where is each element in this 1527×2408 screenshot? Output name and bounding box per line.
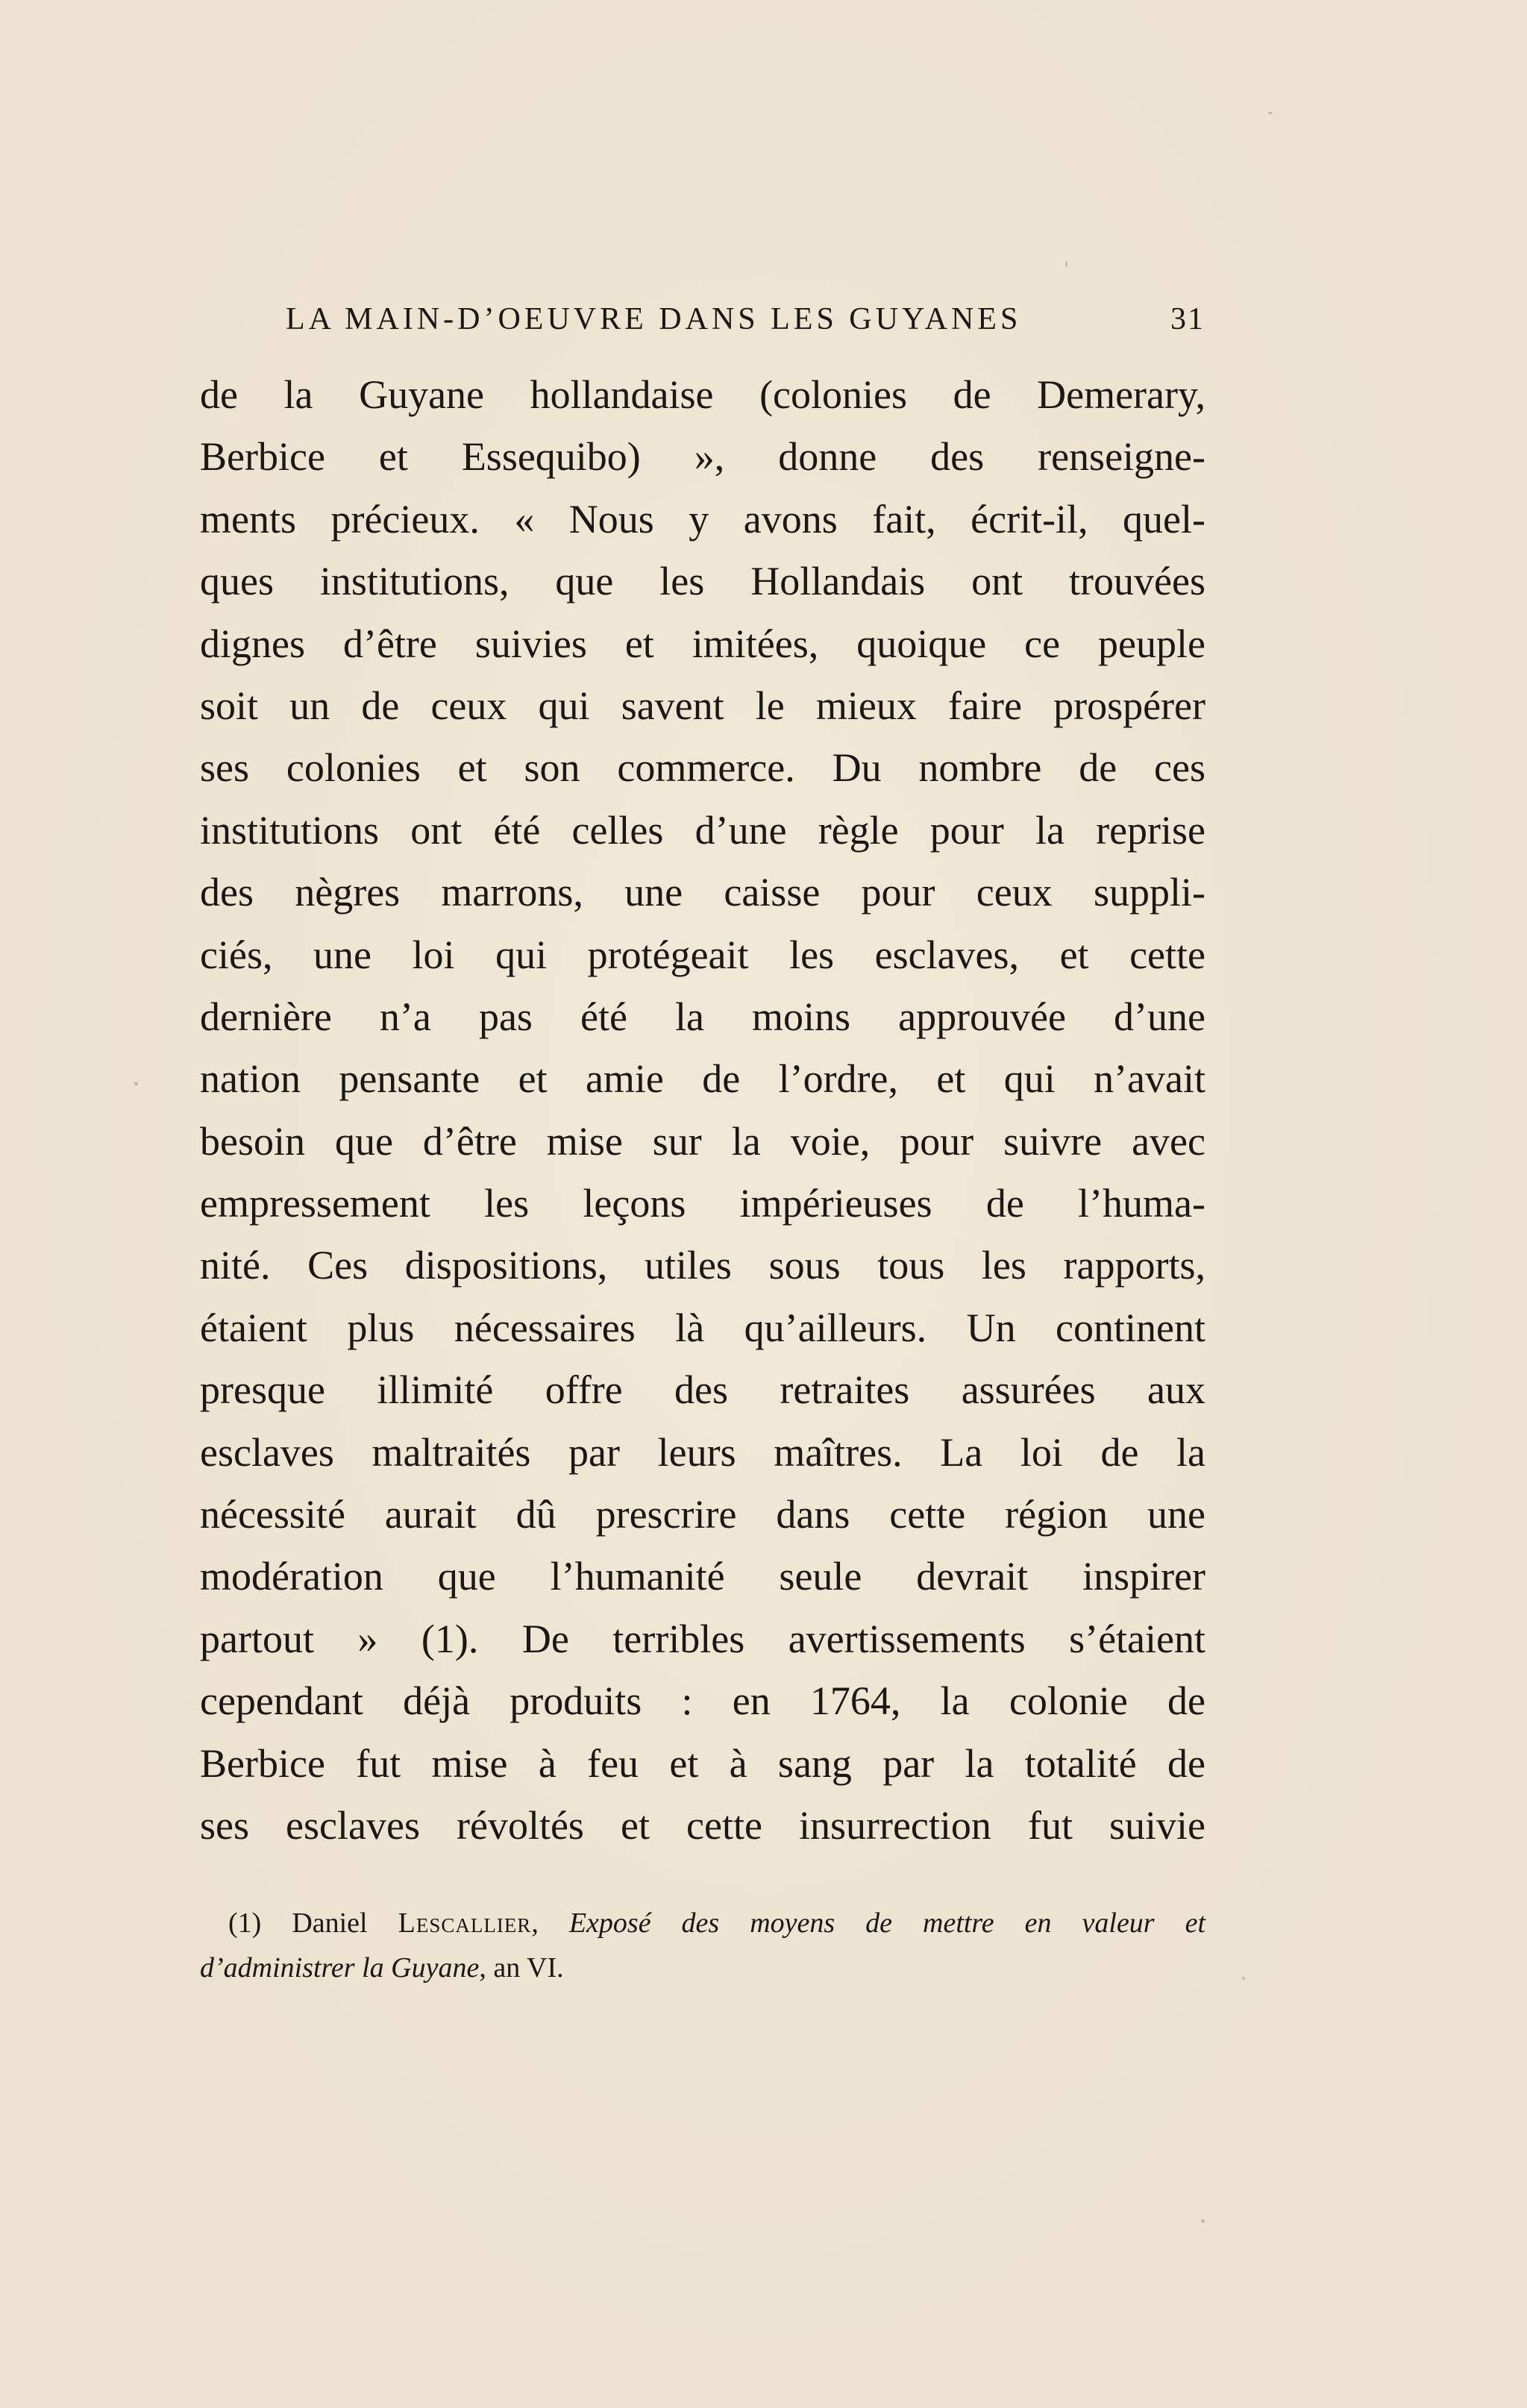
footnote-line	[200, 1945, 1205, 1990]
text-line: étaient plus nécessaires là qu’ailleurs. Un continent	[200, 1305, 1205, 1350]
paper-speck	[1065, 261, 1067, 267]
running-header	[286, 297, 1205, 342]
text-line: partout » (1). De terribles avertissements s’étaient	[200, 1616, 1205, 1661]
footnote-first-name: Daniel	[292, 1907, 368, 1939]
text-line: nation pensante et amie de l’ordre, et qui n’avait	[200, 1056, 1205, 1102]
footnote-marker: (1)	[228, 1907, 262, 1939]
text-line: ciés, une loi qui protégeait les esclaves, et cette	[200, 932, 1205, 977]
text-line: nité. Ces dispositions, utiles sous tous les rapports,	[200, 1243, 1205, 1288]
running-title: LA MAIN-D’OEUVRE DANS LES GUYANES	[286, 302, 1022, 336]
paper-speck	[1242, 1977, 1245, 1980]
paper-speck	[134, 1082, 138, 1085]
text-line: institutions ont été celles d’une règle pour la reprise	[200, 807, 1205, 853]
footnote-title-part2: d’administrer la Guyane	[200, 1952, 480, 1984]
text-line: modération que l’humanité seule devrait inspirer	[200, 1554, 1205, 1599]
paper-speck	[1201, 2219, 1205, 2223]
text-line: cependant déjà produits : en 1764, la colonie de	[200, 1678, 1205, 1724]
footnote-date: , an VI.	[479, 1952, 564, 1984]
text-line: soit un de ceux qui savent le mieux faire prospérer	[200, 683, 1205, 728]
text-line: esclaves maltraités par leurs maîtres. La loi de la	[200, 1429, 1205, 1475]
text-line: empressement les leçons impérieuses de l’huma-	[200, 1181, 1205, 1226]
footnote	[200, 1901, 1205, 1990]
footnote-title-part1: Exposé des moyens de mettre en valeur et	[568, 1907, 1206, 1939]
text-line: ques institutions, que les Hollandais ont trouvées	[200, 559, 1205, 604]
footnote-author: Lescallier	[398, 1907, 532, 1939]
text-line: dignes d’être suivies et imitées, quoique ce peuple	[200, 621, 1205, 666]
text-line: presque illimité offre des retraites assurées aux	[200, 1367, 1205, 1413]
text-line: Berbice et Essequibo) », donne des renseigne-	[200, 434, 1205, 480]
text-line: Berbice fut mise à feu et à sang par la totalité de	[200, 1740, 1205, 1786]
footnote-line: (1) Daniel Lescallier, Exposé des moyens de mettre en valeur et	[228, 1907, 1206, 1939]
body-text	[200, 364, 1205, 1857]
text-line: ments précieux. « Nous y avons fait, écrit-il, quel-	[200, 496, 1205, 542]
text-line: besoin que d’être mise sur la voie, pour suivre avec	[200, 1118, 1205, 1164]
text-line: nécessité aurait dû prescrire dans cette région une	[200, 1492, 1205, 1537]
page-number: 31	[1170, 302, 1205, 336]
text-line: ses esclaves révoltés et cette insurrection fut suivie	[200, 1802, 1205, 1848]
text-line: des nègres marrons, une caisse pour ceux suppli-	[200, 870, 1205, 915]
text-line: de la Guyane hollandaise (colonies de Demerary,	[200, 372, 1205, 417]
text-line: ses colonies et son commerce. Du nombre de ces	[200, 745, 1205, 791]
paper-speck	[1268, 112, 1273, 114]
text-line: dernière n’a pas été la moins approuvée d’une	[200, 994, 1205, 1039]
